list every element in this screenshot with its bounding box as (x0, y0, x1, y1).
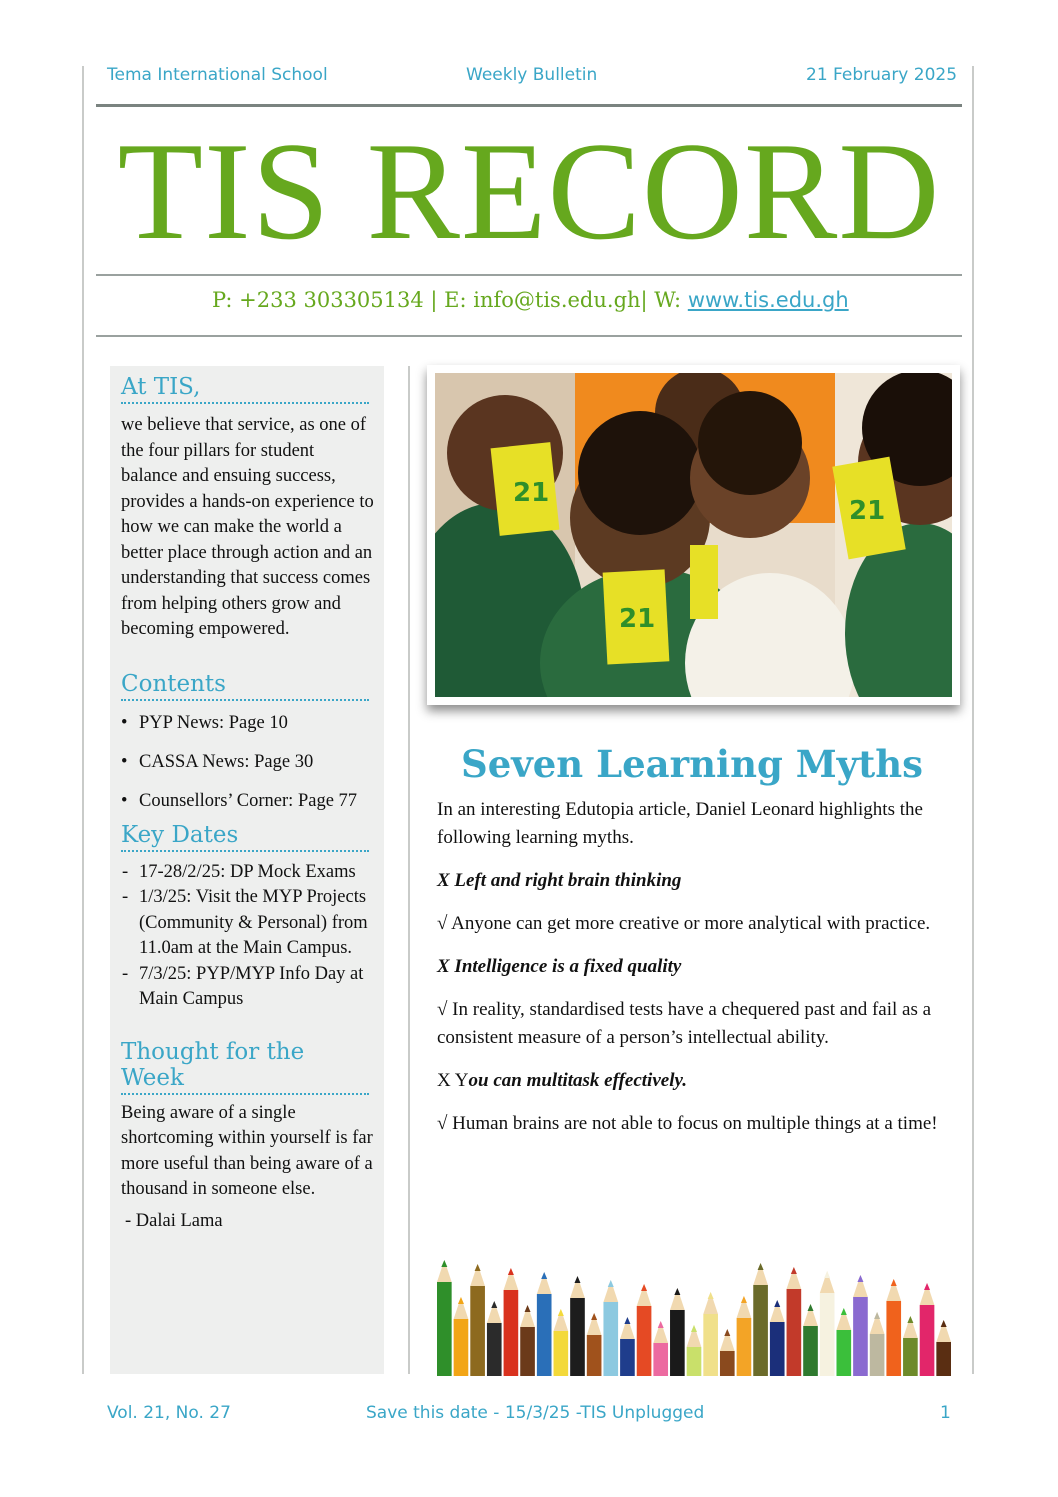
masthead-top-rule (96, 104, 962, 107)
myth-heading (437, 1067, 947, 1095)
pencil (803, 1304, 818, 1376)
pencil (537, 1272, 552, 1376)
pencil (454, 1297, 469, 1376)
header-school: Tema International School (107, 65, 328, 85)
key-date-item: - 17-28/2/25: DP Mock Exams (121, 860, 374, 886)
thought-text: Being aware of a single shortcoming within yourself is far more useful than being aware of a thousand in someone else. (121, 1102, 373, 1199)
right-margin-line (972, 66, 974, 1374)
pencil (920, 1283, 935, 1376)
myth-heading: X Left and right brain thinking (437, 870, 682, 891)
contact-text: P: +233 303305134 | E: info@tis.edu.gh| W: (212, 288, 688, 312)
pencil (487, 1301, 502, 1376)
contact-bottom-rule (96, 335, 962, 337)
myth-heading: X Intelligence is a fixed quality (437, 956, 682, 977)
intro-heading: At TIS, (121, 374, 369, 404)
key-date-item: - 1/3/25: Visit the MYP Projects (Community & Personal) from 11.0am at the Main Campus. (121, 885, 374, 962)
pencil (903, 1316, 918, 1376)
column-divider (408, 366, 410, 1374)
pencil (520, 1305, 535, 1376)
pencil (570, 1276, 585, 1376)
myth-fact: √ In reality, standardised tests have a chequered past and fail as a consistent measure of a person’s intellectual ability. (437, 999, 932, 1048)
contents-heading: Contents (121, 671, 369, 701)
pencil (687, 1325, 702, 1376)
pencil (720, 1329, 735, 1376)
left-margin-line (82, 66, 84, 1374)
header-date: 21 February 2025 (806, 65, 958, 85)
pencil (620, 1317, 635, 1376)
contact-line (212, 288, 849, 312)
contents-item: • Counsellors’ Corner: Page 77 (121, 789, 374, 814)
key-dates-heading: Key Dates (121, 822, 369, 852)
contents-list (121, 711, 374, 814)
pencil (554, 1309, 569, 1376)
photo-illustration (435, 373, 952, 697)
children-photo (427, 365, 960, 705)
header-bulletin: Weekly Bulletin (466, 65, 598, 85)
article-intro: In an interesting Edutopia article, Daniel Leonard highlights the following learning myths. (437, 799, 923, 848)
pencil (787, 1267, 802, 1376)
contents-item: • CASSA News: Page 30 (121, 750, 374, 775)
pencil (753, 1263, 768, 1376)
pencil (703, 1292, 718, 1376)
pencil (820, 1271, 835, 1376)
footer-page-number: 1 (940, 1403, 951, 1423)
thought-heading: Thought for the Week (121, 1039, 369, 1095)
pencil (587, 1313, 602, 1376)
pencil (853, 1275, 868, 1376)
pencil (637, 1284, 652, 1376)
pencil (504, 1268, 519, 1376)
masthead-bottom-rule (96, 274, 962, 276)
booklet-number: 21 (513, 478, 550, 508)
pencil (770, 1300, 785, 1376)
pencil (870, 1312, 885, 1376)
pencil (836, 1308, 851, 1376)
pencil (936, 1320, 951, 1376)
sidebar (110, 366, 384, 1374)
pencil (603, 1280, 618, 1376)
pencil (886, 1279, 901, 1376)
colored-pencils-illustration (436, 1240, 952, 1376)
myth-prefix: X Y (437, 1070, 469, 1091)
article-body (437, 796, 947, 1153)
pencil (653, 1321, 668, 1376)
pencil (737, 1296, 752, 1376)
booklet-number: 21 (619, 604, 656, 634)
intro-text: we believe that service, as one of the four pillars for student balance and ensuing success, provides a hands-on experience to how we can make the world a better place through action and an understanding that success comes from helping others grow and becoming empowered. (121, 415, 374, 639)
pencil (437, 1260, 452, 1376)
key-dates-list (121, 860, 374, 1013)
pencil (670, 1288, 685, 1376)
article-title: Seven Learning Myths (461, 742, 923, 786)
thought-author: - Dalai Lama (125, 1210, 223, 1231)
photo-image (435, 373, 952, 697)
contents-item: • PYP News: Page 10 (121, 711, 374, 736)
pencil (470, 1264, 485, 1376)
myth-heading-text: ou can multitask effectively. (468, 1070, 687, 1091)
myth-fact: √ Human brains are not able to focus on multiple things at a time! (437, 1113, 938, 1134)
key-date-item: - 7/3/25: PYP/MYP Info Day at Main Campus (121, 962, 374, 1013)
booklet-number: 21 (849, 496, 886, 526)
footer-save-date: Save this date - 15/3/25 -TIS Unplugged (366, 1403, 705, 1423)
myth-fact: √ Anyone can get more creative or more analytical with practice. (437, 913, 931, 934)
masthead-title: TIS RECORD (117, 114, 941, 269)
footer-volume: Vol. 21, No. 27 (107, 1403, 231, 1423)
website-link[interactable]: www.tis.edu.gh (687, 288, 849, 312)
